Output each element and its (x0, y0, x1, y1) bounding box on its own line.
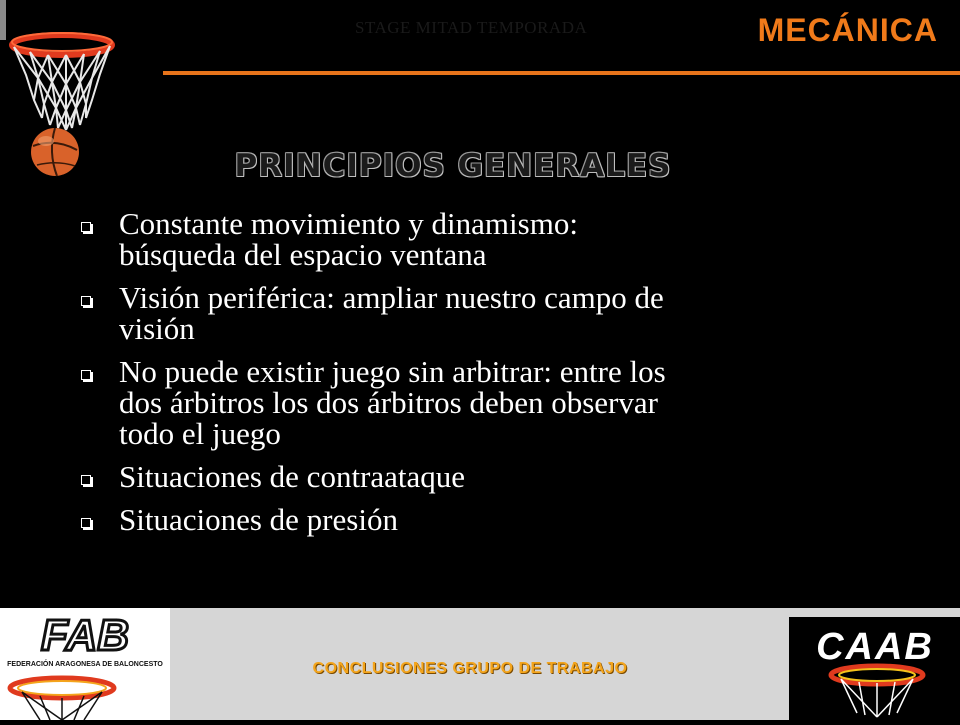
fab-logo-subtitle: FEDERACIÓN ARAGONESA DE BALONCESTO (7, 661, 163, 668)
fab-logo-text: FAB (41, 611, 129, 660)
bullet-item (78, 282, 928, 344)
bullet-line: todo el juego (119, 416, 281, 451)
bullet-line: dos árbitros los dos árbitros deben observar (119, 385, 658, 420)
bullet-line: No puede existir juego sin arbitrar: entre los (119, 354, 666, 389)
bullet-line: búsqueda del espacio ventana (119, 237, 487, 272)
checkbox-bullet-icon (81, 370, 91, 380)
bullet-list (78, 208, 928, 547)
header-divider (163, 71, 960, 75)
caab-logo-text: CAAB (816, 626, 934, 668)
checkbox-bullet-icon (81, 296, 91, 306)
bullet-item (78, 208, 928, 270)
bullet-item (78, 356, 928, 449)
stage-label: STAGE MITAD TEMPORADA (355, 18, 588, 37)
bullet-line: Situaciones de presión (119, 502, 398, 537)
section-title: MECÁNICA (757, 12, 938, 48)
slide-title: PRINCIPIOS GENERALES (234, 148, 672, 184)
bullet-item (78, 461, 928, 492)
bullet-item (78, 504, 928, 535)
bullet-line: Constante movimiento y dinamismo: (119, 206, 578, 241)
footer-caption: CONCLUSIONES GRUPO DE TRABAJO (312, 660, 628, 677)
checkbox-bullet-icon (81, 518, 91, 528)
bullet-line: Visión periférica: ampliar nuestro campo de (119, 280, 664, 315)
checkbox-bullet-icon (81, 475, 91, 485)
checkbox-bullet-icon (81, 222, 91, 232)
bullet-line: visión (119, 311, 195, 346)
bullet-line: Situaciones de contraataque (119, 459, 466, 494)
